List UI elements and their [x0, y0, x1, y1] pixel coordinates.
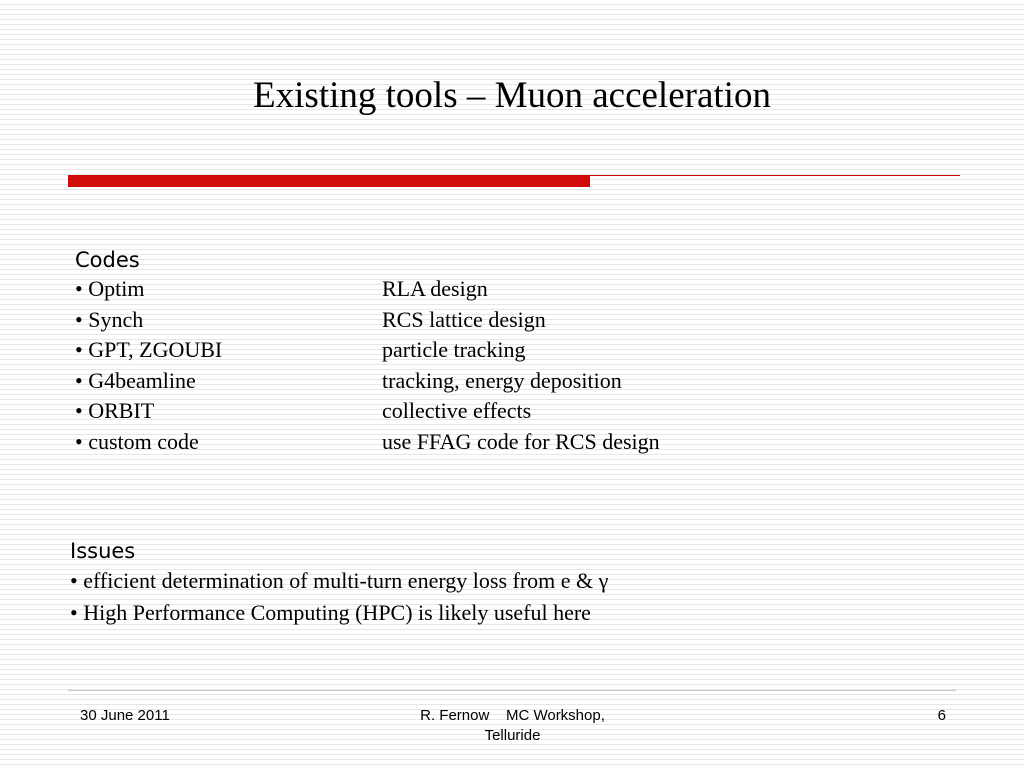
- code-item: [75, 366, 975, 397]
- code-name: • GPT, ZGOUBI: [75, 337, 223, 363]
- footer-divider: [68, 690, 956, 691]
- title-underline-thick: [68, 175, 590, 187]
- code-description: tracking, energy deposition: [382, 367, 622, 393]
- title-underline-thin: [590, 175, 960, 176]
- slide-title: Existing tools – Muon acceleration: [253, 75, 771, 116]
- issues-heading: Issues: [70, 539, 136, 563]
- footer-date: 30 June 2011: [80, 707, 170, 724]
- code-description: use FFAG code for RCS design: [382, 428, 660, 454]
- code-name: • custom code: [75, 428, 199, 454]
- footer-presenter-line2: Telluride: [484, 727, 541, 744]
- code-description: particle tracking: [382, 337, 526, 363]
- code-name: • G4beamline: [75, 367, 196, 393]
- code-item: [75, 305, 975, 336]
- code-item: [75, 274, 975, 305]
- code-item: [75, 335, 975, 366]
- code-name: • Synch: [75, 306, 144, 332]
- issue-item: • High Performance Computing (HPC) is likely useful here: [70, 599, 591, 625]
- codes-section: [75, 246, 975, 458]
- code-item: [75, 427, 975, 458]
- issue-item: • efficient determination of multi-turn energy loss from e & γ: [70, 568, 609, 593]
- issues-section: [70, 537, 990, 628]
- code-description: RCS lattice design: [382, 306, 546, 332]
- footer-presenter-line1: R. Fernow MC Workshop,: [420, 707, 605, 724]
- footer-presenter: [390, 706, 635, 746]
- footer-page-number: 6: [937, 707, 946, 724]
- code-name: • ORBIT: [75, 398, 155, 424]
- codes-heading: Codes: [75, 248, 140, 272]
- code-description: collective effects: [382, 398, 532, 424]
- code-item: [75, 396, 975, 427]
- code-description: RLA design: [382, 276, 488, 301]
- code-name: • Optim: [75, 276, 145, 301]
